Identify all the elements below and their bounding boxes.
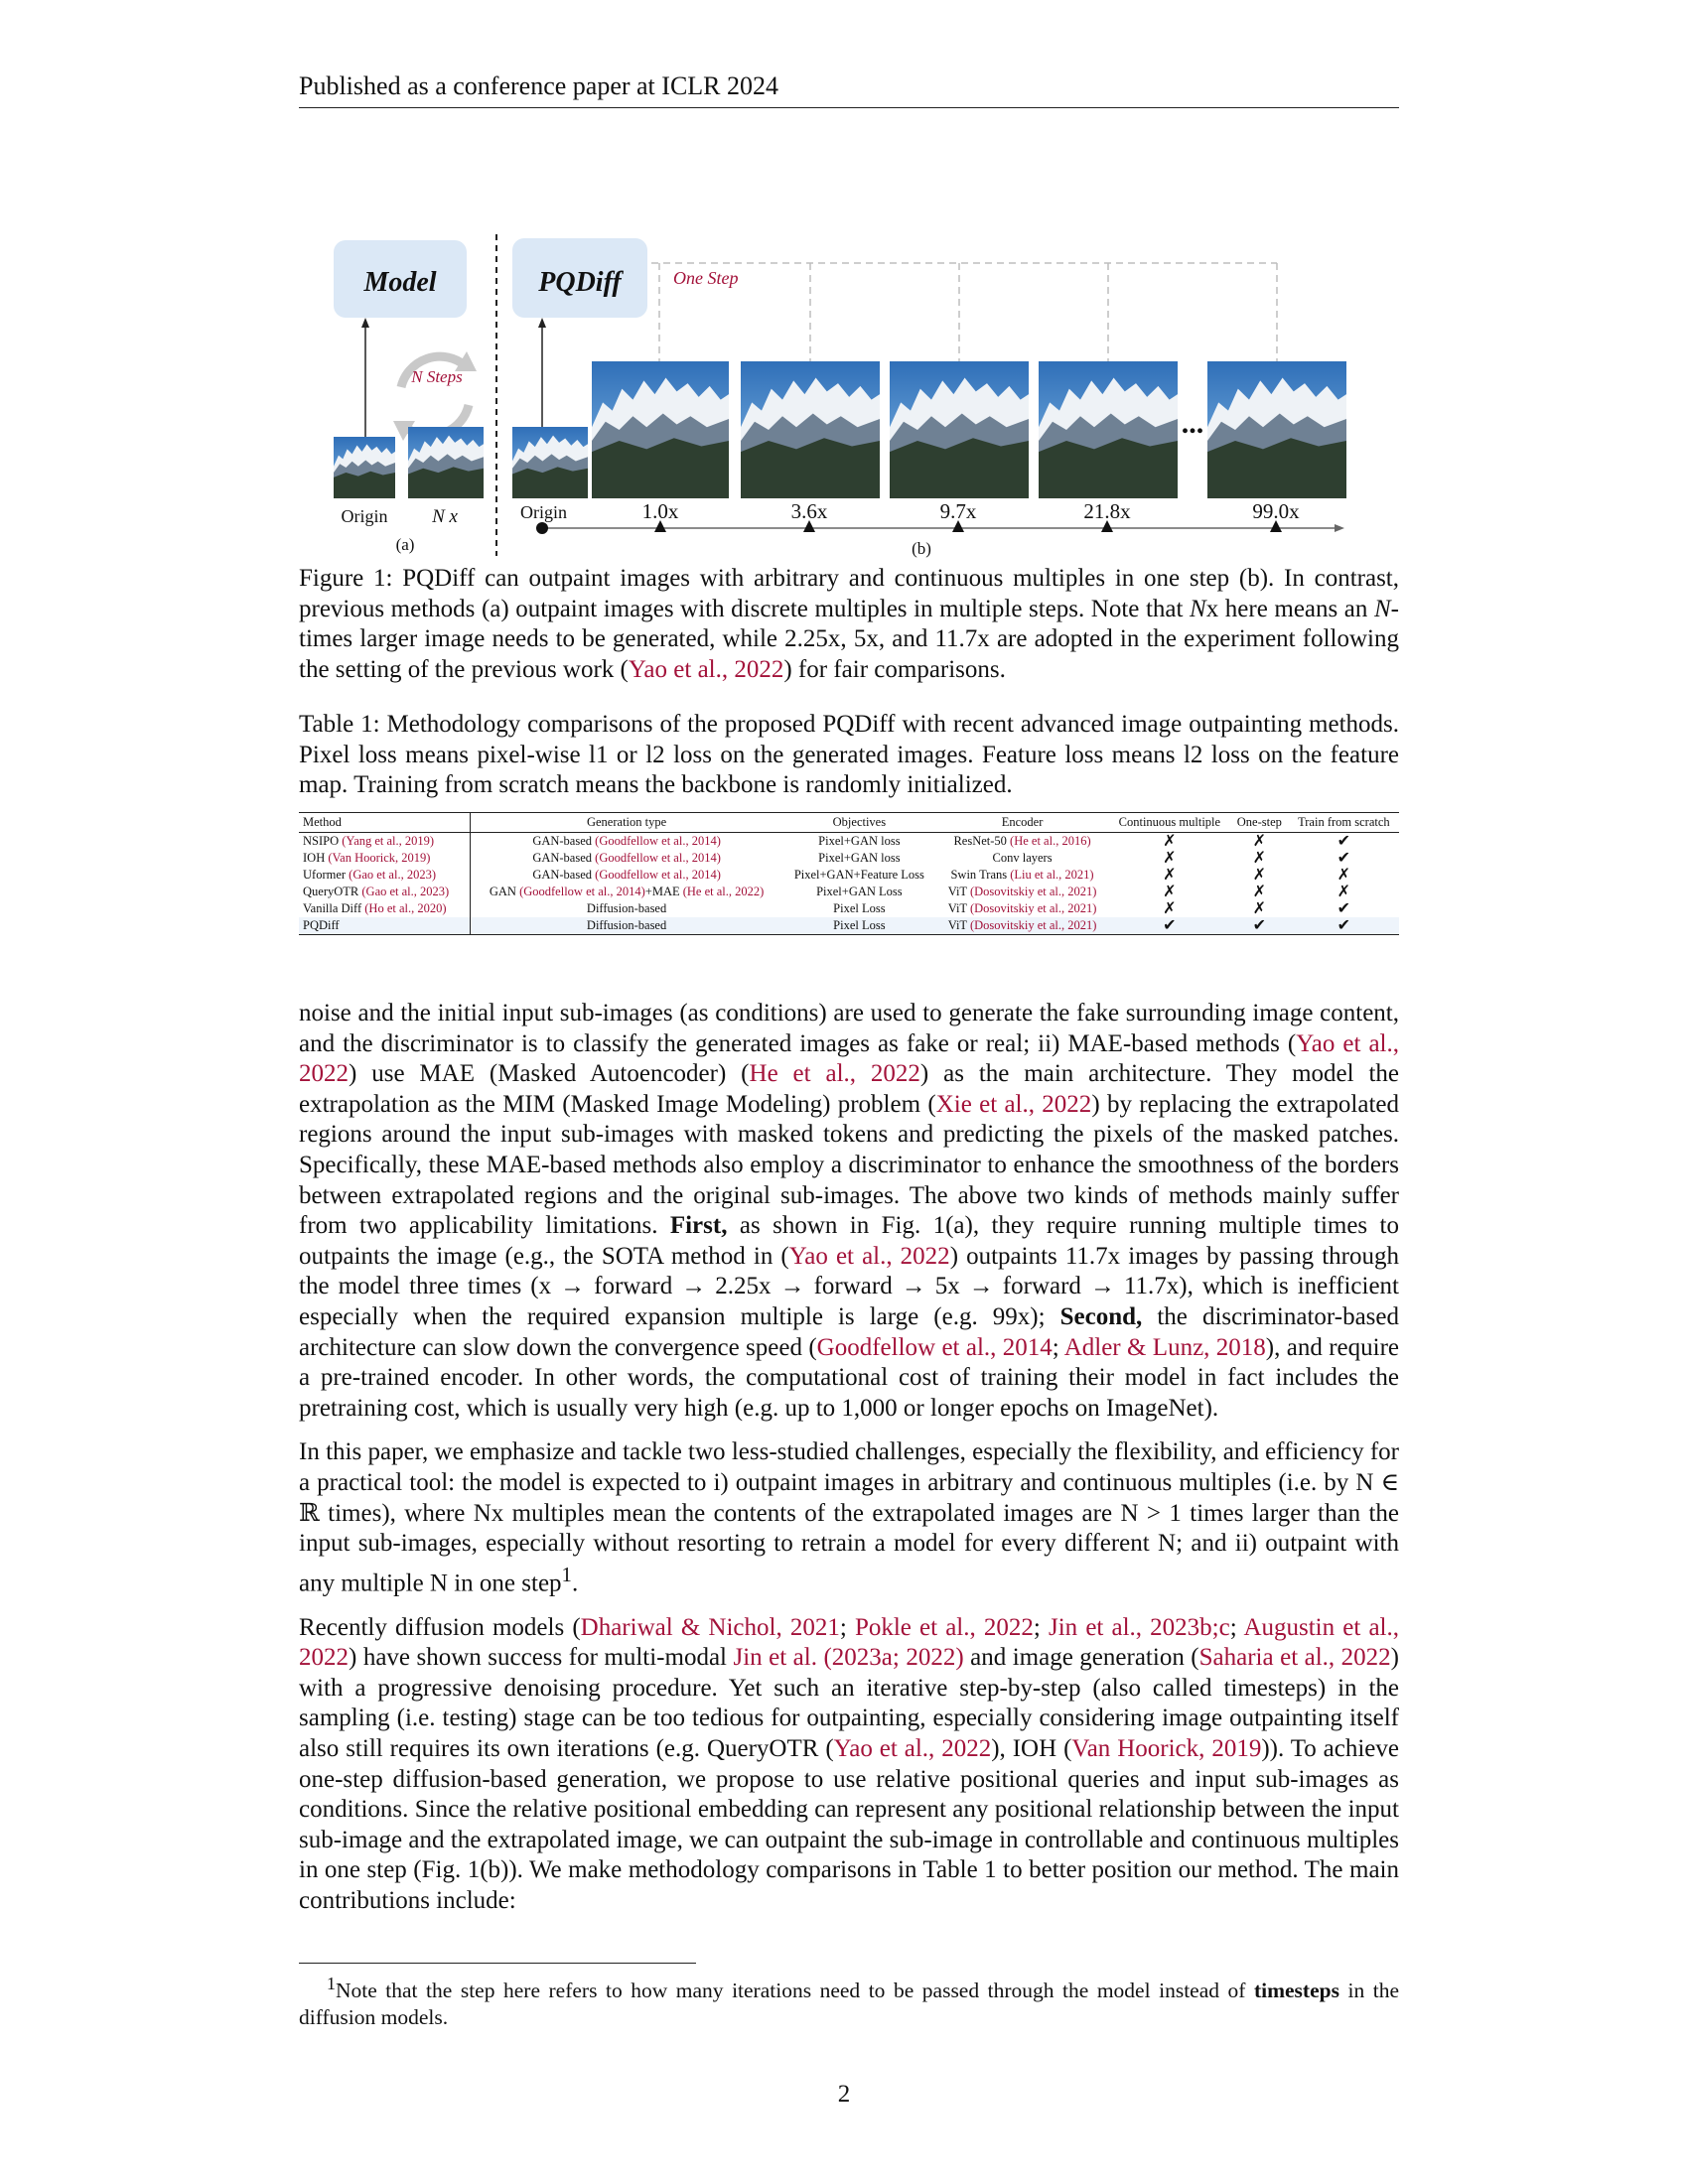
running-header: Published as a conference paper at ICLR 2024 xyxy=(299,71,1399,108)
cell-objectives: Pixel+GAN loss xyxy=(818,851,901,865)
cell-encoder: Conv layers xyxy=(992,851,1053,865)
citation-link[interactable]: (Goodfellow et al., 2014) xyxy=(595,868,721,882)
cell-continuous: ✗ xyxy=(1163,884,1177,900)
cell-objectives: Pixel+GAN+Feature Loss xyxy=(793,868,924,882)
citation-link[interactable]: (Yang et al., 2019) xyxy=(342,834,435,848)
table-row xyxy=(299,850,1399,867)
citation-link[interactable]: Van Hoorick, 2019 xyxy=(1071,1734,1262,1762)
citation-link[interactable]: (Goodfellow et al., 2014) xyxy=(595,851,721,865)
cell-scratch: ✔ xyxy=(1336,833,1351,850)
paragraph-3: Recently diffusion models (Dhariwal & Nichol, 2021; Pokle et al., 2022; Jin et al., 2023b;c; Augustin et al., 2022) have shown success for multi-modal Jin et al. (2023a; 2022) and image generation (Saharia et al., 2022) with a progressive denoising procedure. Yet such an iterative step-by-step (also called timesteps) in the sampling (i.e. testing) stage can be too tedious for outpainting, especially considering image outpainting itself also still requires its own iterations (e.g. QueryOTR (Yao et al., 2022), IOH (Van Hoorick, 2019)). To achieve one-step diffusion-based generation, we propose to use relative positional queries and input sub-images as conditions. Since the relative positional embedding can represent any positional relationship between the input sub-image and the extrapolated image, we can outpaint the sub-image in controllable and continuous multiples in one step (Fig. 1(b)). We make methodology comparisons in Table 1 to better position our method. The main contributions include: xyxy=(299,1613,1399,1914)
paragraph-2: In this paper, we emphasize and tackle two less-studied challenges, especially the flexibility, and efficiency for a practical tool: the model is expected to i) outpaint images in arbitrary and continuous multiples (i.e. by N ∈ ℝ times), where Nx multiples mean the contents of the extrapolated images are N > 1 times larger than the input sub-images, especially without resorting to retrain a model for every different N; and ii) outpaint with any multiple N in one step$^1$. xyxy=(299,1438,1399,1597)
table-row xyxy=(299,917,1399,935)
cell-generation: GAN-based (Goodfellow et al., 2014) xyxy=(532,851,721,865)
outpaint-image-2 xyxy=(741,361,880,498)
cell-one-step: ✗ xyxy=(1252,850,1267,867)
outpaint-image-1 xyxy=(592,361,729,498)
cell-scratch: ✔ xyxy=(1336,850,1351,867)
nx-image-a xyxy=(408,427,484,498)
cell-continuous: ✗ xyxy=(1163,833,1177,850)
citation-link[interactable]: Yao et al., 2022 xyxy=(299,1029,1400,1088)
multiple-label: 21.8x xyxy=(1083,499,1131,523)
cell-one-step: ✗ xyxy=(1252,884,1267,900)
citation-link[interactable]: Yao et al., 2022 xyxy=(788,1242,950,1270)
cell-generation: GAN-based (Goodfellow et al., 2014) xyxy=(532,868,721,882)
cell-continuous: ✔ xyxy=(1109,917,1230,935)
citation-link[interactable]: (He et al., 2022) xyxy=(682,885,765,898)
cell-encoder: ResNet-50 (He et al., 2016) xyxy=(953,834,1091,848)
citation-link[interactable]: (Gao et al., 2023) xyxy=(361,885,450,898)
table-row xyxy=(299,867,1399,884)
cell-scratch: ✗ xyxy=(1336,884,1351,900)
cell-scratch: ✗ xyxy=(1336,867,1351,884)
cell-one-step: ✗ xyxy=(1252,833,1267,850)
citation-link[interactable]: (Dosovitskiy et al., 2021) xyxy=(969,918,1097,932)
footnote-ref[interactable]: 1 xyxy=(561,1562,572,1586)
cell-encoder: ViT (Dosovitskiy et al., 2021) xyxy=(947,885,1097,898)
cell-continuous: ✗ xyxy=(1163,867,1177,884)
cell-encoder: ViT (Dosovitskiy et al., 2021) xyxy=(947,901,1097,915)
multiple-label: 3.6x xyxy=(790,499,828,523)
sub-label-b: (b) xyxy=(912,539,931,558)
origin-image-a xyxy=(334,437,395,498)
col-one-step: One-step xyxy=(1230,813,1289,833)
cell-generation: Diffusion-based xyxy=(470,917,782,935)
figure-label: Figure 1: xyxy=(299,565,393,592)
cell-one-step: ✗ xyxy=(1252,867,1267,884)
cell-one-step: ✗ xyxy=(1252,900,1267,917)
ellipsis: ... xyxy=(1181,407,1204,440)
cell-generation: GAN-based (Goodfellow et al., 2014) xyxy=(532,834,721,848)
n-steps-label: N Steps xyxy=(411,367,463,386)
cell-scratch: ✔ xyxy=(1336,900,1351,917)
citation-link[interactable]: (Ho et al., 2020) xyxy=(364,901,447,915)
origin-label-a: Origin xyxy=(341,506,388,526)
page-number: 2 xyxy=(837,2081,851,2108)
outpaint-image-5 xyxy=(1207,361,1346,498)
multiple-label: 99.0x xyxy=(1252,499,1300,523)
citation-link[interactable]: (Liu et al., 2021) xyxy=(1010,868,1094,882)
citation-link[interactable]: Xie et al., 2022 xyxy=(935,1090,1092,1118)
figure-1-caption: Figure 1: PQDiff can outpaint images with arbitrary and continuous multiples in one step (b). In contrast, previous methods (a) outpaint images with discrete multiples in multiple steps. Note that Nx here means an N-times larger image needs to be generated, while 2.25x, 5x, and 11.7x are adopted in the experiment following the setting of the previous work (Yao et al., 2022) for fair comparisons. xyxy=(299,565,1399,683)
citation-link[interactable]: Jin et al., 2023b;c xyxy=(1049,1613,1230,1641)
cell-encoder: Swin Trans (Liu et al., 2021) xyxy=(950,868,1094,882)
table-header-row xyxy=(299,813,1399,833)
one-step-label: One Step xyxy=(673,268,739,288)
col-encoder: Encoder xyxy=(935,813,1108,833)
cell-method: NSIPO (Yang et al., 2019) xyxy=(299,833,470,851)
citation-link[interactable]: Pokle et al., 2022 xyxy=(854,1613,1034,1641)
cell-objectives: Pixel+GAN Loss xyxy=(816,885,903,898)
cell-method: IOH (Van Hoorick, 2019) xyxy=(299,850,470,867)
cell-method: Uformer (Gao et al., 2023) xyxy=(299,867,470,884)
nx-label: N x xyxy=(432,506,458,527)
cell-continuous: ✗ xyxy=(1163,850,1177,867)
cell-one-step: ✔ xyxy=(1230,917,1289,935)
multiple-ticks xyxy=(642,499,1301,532)
figure-1 xyxy=(318,228,1370,576)
cell-objectives: Pixel Loss xyxy=(833,901,886,915)
sub-label-a: (a) xyxy=(395,535,415,554)
col-continuous: Continuous multiple xyxy=(1109,813,1230,833)
cell-encoder: ViT (Dosovitskiy et al., 2021) xyxy=(935,917,1108,935)
citation-link[interactable]: (Goodfellow et al., 2014) xyxy=(519,885,645,898)
col-scratch: Train from scratch xyxy=(1289,813,1399,833)
citation-link[interactable]: Saharia et al., 2022 xyxy=(1198,1644,1391,1672)
col-generation: Generation type xyxy=(470,813,782,833)
comparison-table xyxy=(299,812,1399,935)
cell-objectives: Pixel Loss xyxy=(782,917,935,935)
origin-image-b xyxy=(512,427,588,498)
footnote-rule xyxy=(299,1963,696,1964)
citation-link[interactable]: Goodfellow et al., 2014 xyxy=(816,1333,1053,1361)
multiple-label: 1.0x xyxy=(641,499,679,523)
paragraph-1: noise and the initial input sub-images (as conditions) are used to generate the fake surrounding image content, and the discriminator is to classify the generated images as fake or real; ii) MAE-based methods (Yao et al., 2022) use MAE (Masked Autoencoder) (He et al., 2022) as the main architecture. They model the extrapolation as the MIM (Masked Image Modeling) problem (Xie et al., 2022) by replacing the extrapolated regions around the input sub-images with masked tokens and predicting the pixels of the masked patches. Specifically, these MAE-based methods also employ a discriminator to enhance the smoothness of the borders between extrapolated regions and the original sub-images. The above two kinds of methods mainly suffer from two applicability limitations. First, as shown in Fig. 1(a), they require running multiple times to outpaints the image (e.g., the SOTA method in (Yao et al., 2022) outpaints 11.7x images by passing through the model three times (x → forward → 2.25x → forward → 5x → forward → 11.7x), which is inefficient especially when the required expansion multiple is large (e.g. 99x); Second, the discriminator-based architecture can slow down the convergence speed (Goodfellow et al., 2014; Adler & Lunz, 2018), and require a pre-trained encoder. In other words, the computational cost of training their model in fact includes the pretraining cost, which is usually very high (e.g. up to 1,000 or longer epochs on ImageNet). xyxy=(299,1000,1400,1422)
citation-link[interactable]: (Dosovitskiy et al., 2021) xyxy=(969,885,1097,898)
cell-method: QueryOTR (Gao et al., 2023) xyxy=(299,884,470,900)
table-row xyxy=(299,884,1399,900)
cell-objectives: Pixel+GAN loss xyxy=(818,834,901,848)
cell-generation: Diffusion-based xyxy=(586,901,667,915)
table-row xyxy=(299,900,1399,917)
table-row xyxy=(299,833,1399,851)
outpaint-image-3 xyxy=(890,361,1029,498)
citation-link[interactable]: (Dosovitskiy et al., 2021) xyxy=(969,901,1097,915)
cell-method: PQDiff xyxy=(299,917,470,935)
citation-link[interactable]: Adler & Lunz, 2018 xyxy=(1063,1333,1266,1361)
citation-link[interactable]: (He et al., 2016) xyxy=(1010,834,1091,848)
col-objectives: Objectives xyxy=(782,813,935,833)
citation-link[interactable]: Yao et al., 2022 xyxy=(628,655,784,683)
citation-link[interactable]: Jin et al. (2023a; 2022) xyxy=(733,1644,964,1672)
citation-link[interactable]: Yao et al., 2022 xyxy=(833,1734,992,1762)
cell-generation: GAN (Goodfellow et al., 2014)+MAE (He et al., 2022) xyxy=(489,885,765,898)
outpaint-image-4 xyxy=(1039,361,1178,498)
citation-link[interactable]: He et al., 2022 xyxy=(749,1060,920,1088)
table-label: Table 1: xyxy=(299,711,380,738)
citation-link[interactable]: (Goodfellow et al., 2014) xyxy=(595,834,721,848)
body-text xyxy=(299,999,1399,1931)
model-label: Model xyxy=(363,267,437,298)
citation-link[interactable]: (Van Hoorick, 2019) xyxy=(328,851,431,865)
origin-label-b: Origin xyxy=(520,502,567,522)
pqdiff-label: PQDiff xyxy=(538,267,622,298)
citation-link[interactable]: (Gao et al., 2023) xyxy=(349,868,436,882)
citation-link[interactable]: Augustin et al., 2022 xyxy=(299,1613,1399,1672)
footnote: $^1$Note that the step here refers to how many iterations need to be passed through the model instead of timesteps in the diffusion models. xyxy=(299,1974,1399,2030)
col-method: Method xyxy=(299,813,470,833)
table-1-caption: Table 1: Methodology comparisons of the proposed PQDiff with recent advanced image outpainting methods. Pixel loss means pixel-wise l1 or l2 loss on the generated images. Feature loss means l2 loss on the feature map. Training from scratch means the backbone is randomly initialized. xyxy=(299,711,1399,798)
citation-link[interactable]: Dhariwal & Nichol, 2021 xyxy=(580,1613,840,1641)
multiple-label: 9.7x xyxy=(939,499,977,523)
cell-continuous: ✗ xyxy=(1163,900,1177,917)
cell-method: Vanilla Diff (Ho et al., 2020) xyxy=(299,900,470,917)
cell-scratch: ✔ xyxy=(1289,917,1399,935)
